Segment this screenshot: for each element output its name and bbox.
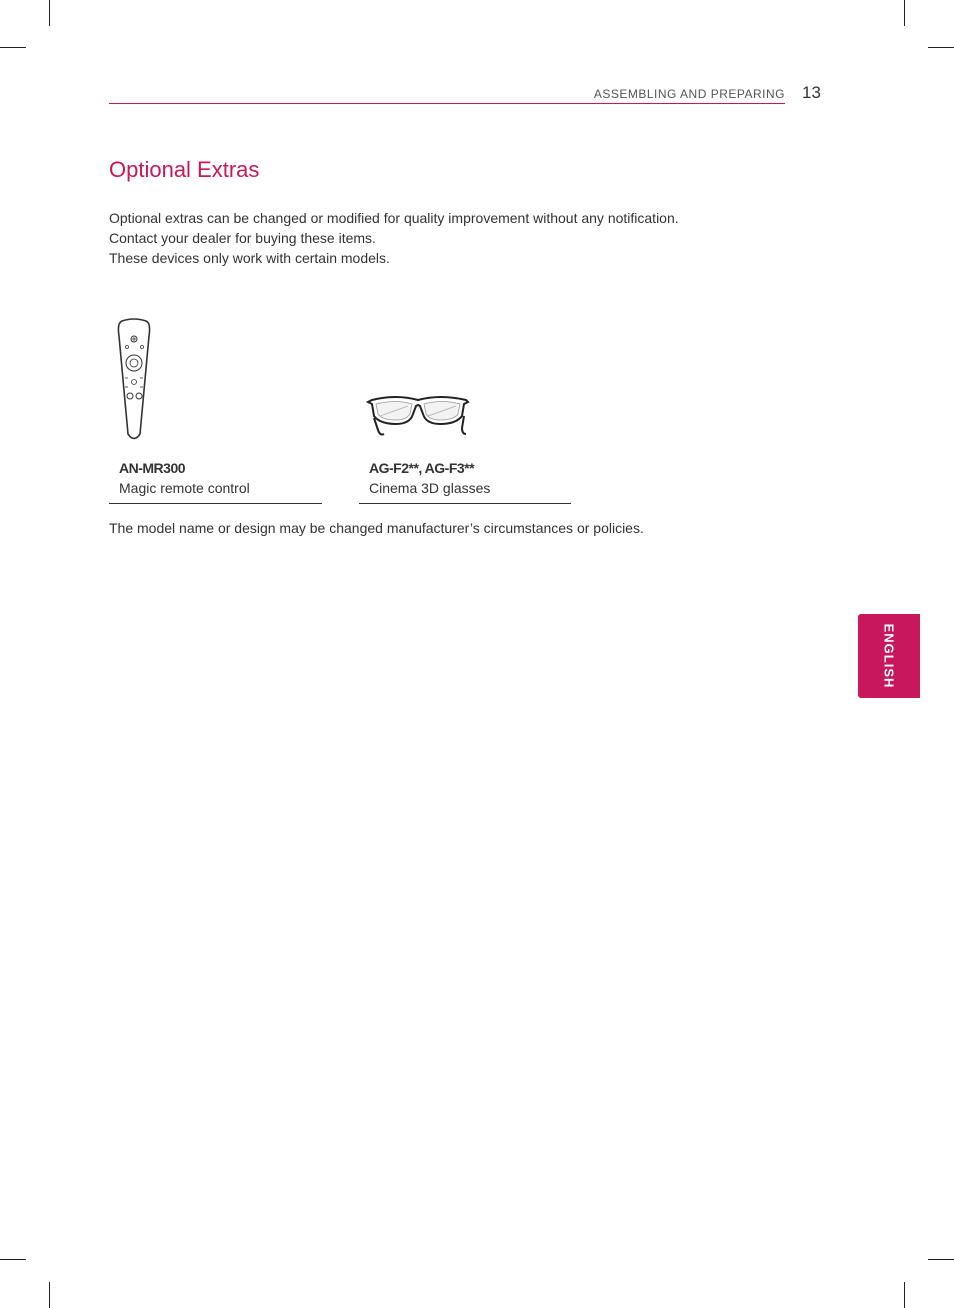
header-divider [109, 103, 785, 104]
footnote: The model name or design may be changed manufacturer’s circumstances or policies. [109, 520, 644, 536]
item-description: Cinema 3D glasses [369, 480, 491, 496]
3d-glasses-icon [366, 392, 472, 440]
crop-mark [49, 1282, 50, 1308]
intro-line: Optional extras can be changed or modified for quality improvement without any notification. [109, 210, 679, 226]
header-section-title: ASSEMBLING AND PREPARING [593, 87, 785, 101]
intro-paragraph [109, 208, 679, 268]
crop-mark [928, 1259, 954, 1260]
item-description: Magic remote control [119, 480, 250, 496]
crop-mark [904, 0, 905, 26]
remote-control-icon [113, 316, 155, 444]
item-model: AN-MR300 [119, 460, 186, 476]
language-tab [858, 614, 920, 698]
crop-mark [0, 47, 26, 48]
page-title: Optional Extras [109, 157, 260, 182]
language-tab-label: ENGLISH [881, 623, 897, 689]
page-number: 13 [802, 83, 821, 102]
crop-mark [49, 0, 50, 26]
crop-mark [928, 47, 954, 48]
intro-line: Contact your dealer for buying these items. [109, 230, 376, 246]
item-model: AG-F2**, AG-F3** [369, 460, 475, 476]
intro-line: These devices only work with certain models. [109, 250, 390, 266]
crop-mark [904, 1282, 905, 1308]
accessory-item-remote [109, 458, 322, 504]
crop-mark [0, 1259, 26, 1260]
accessory-item-glasses [359, 458, 571, 504]
